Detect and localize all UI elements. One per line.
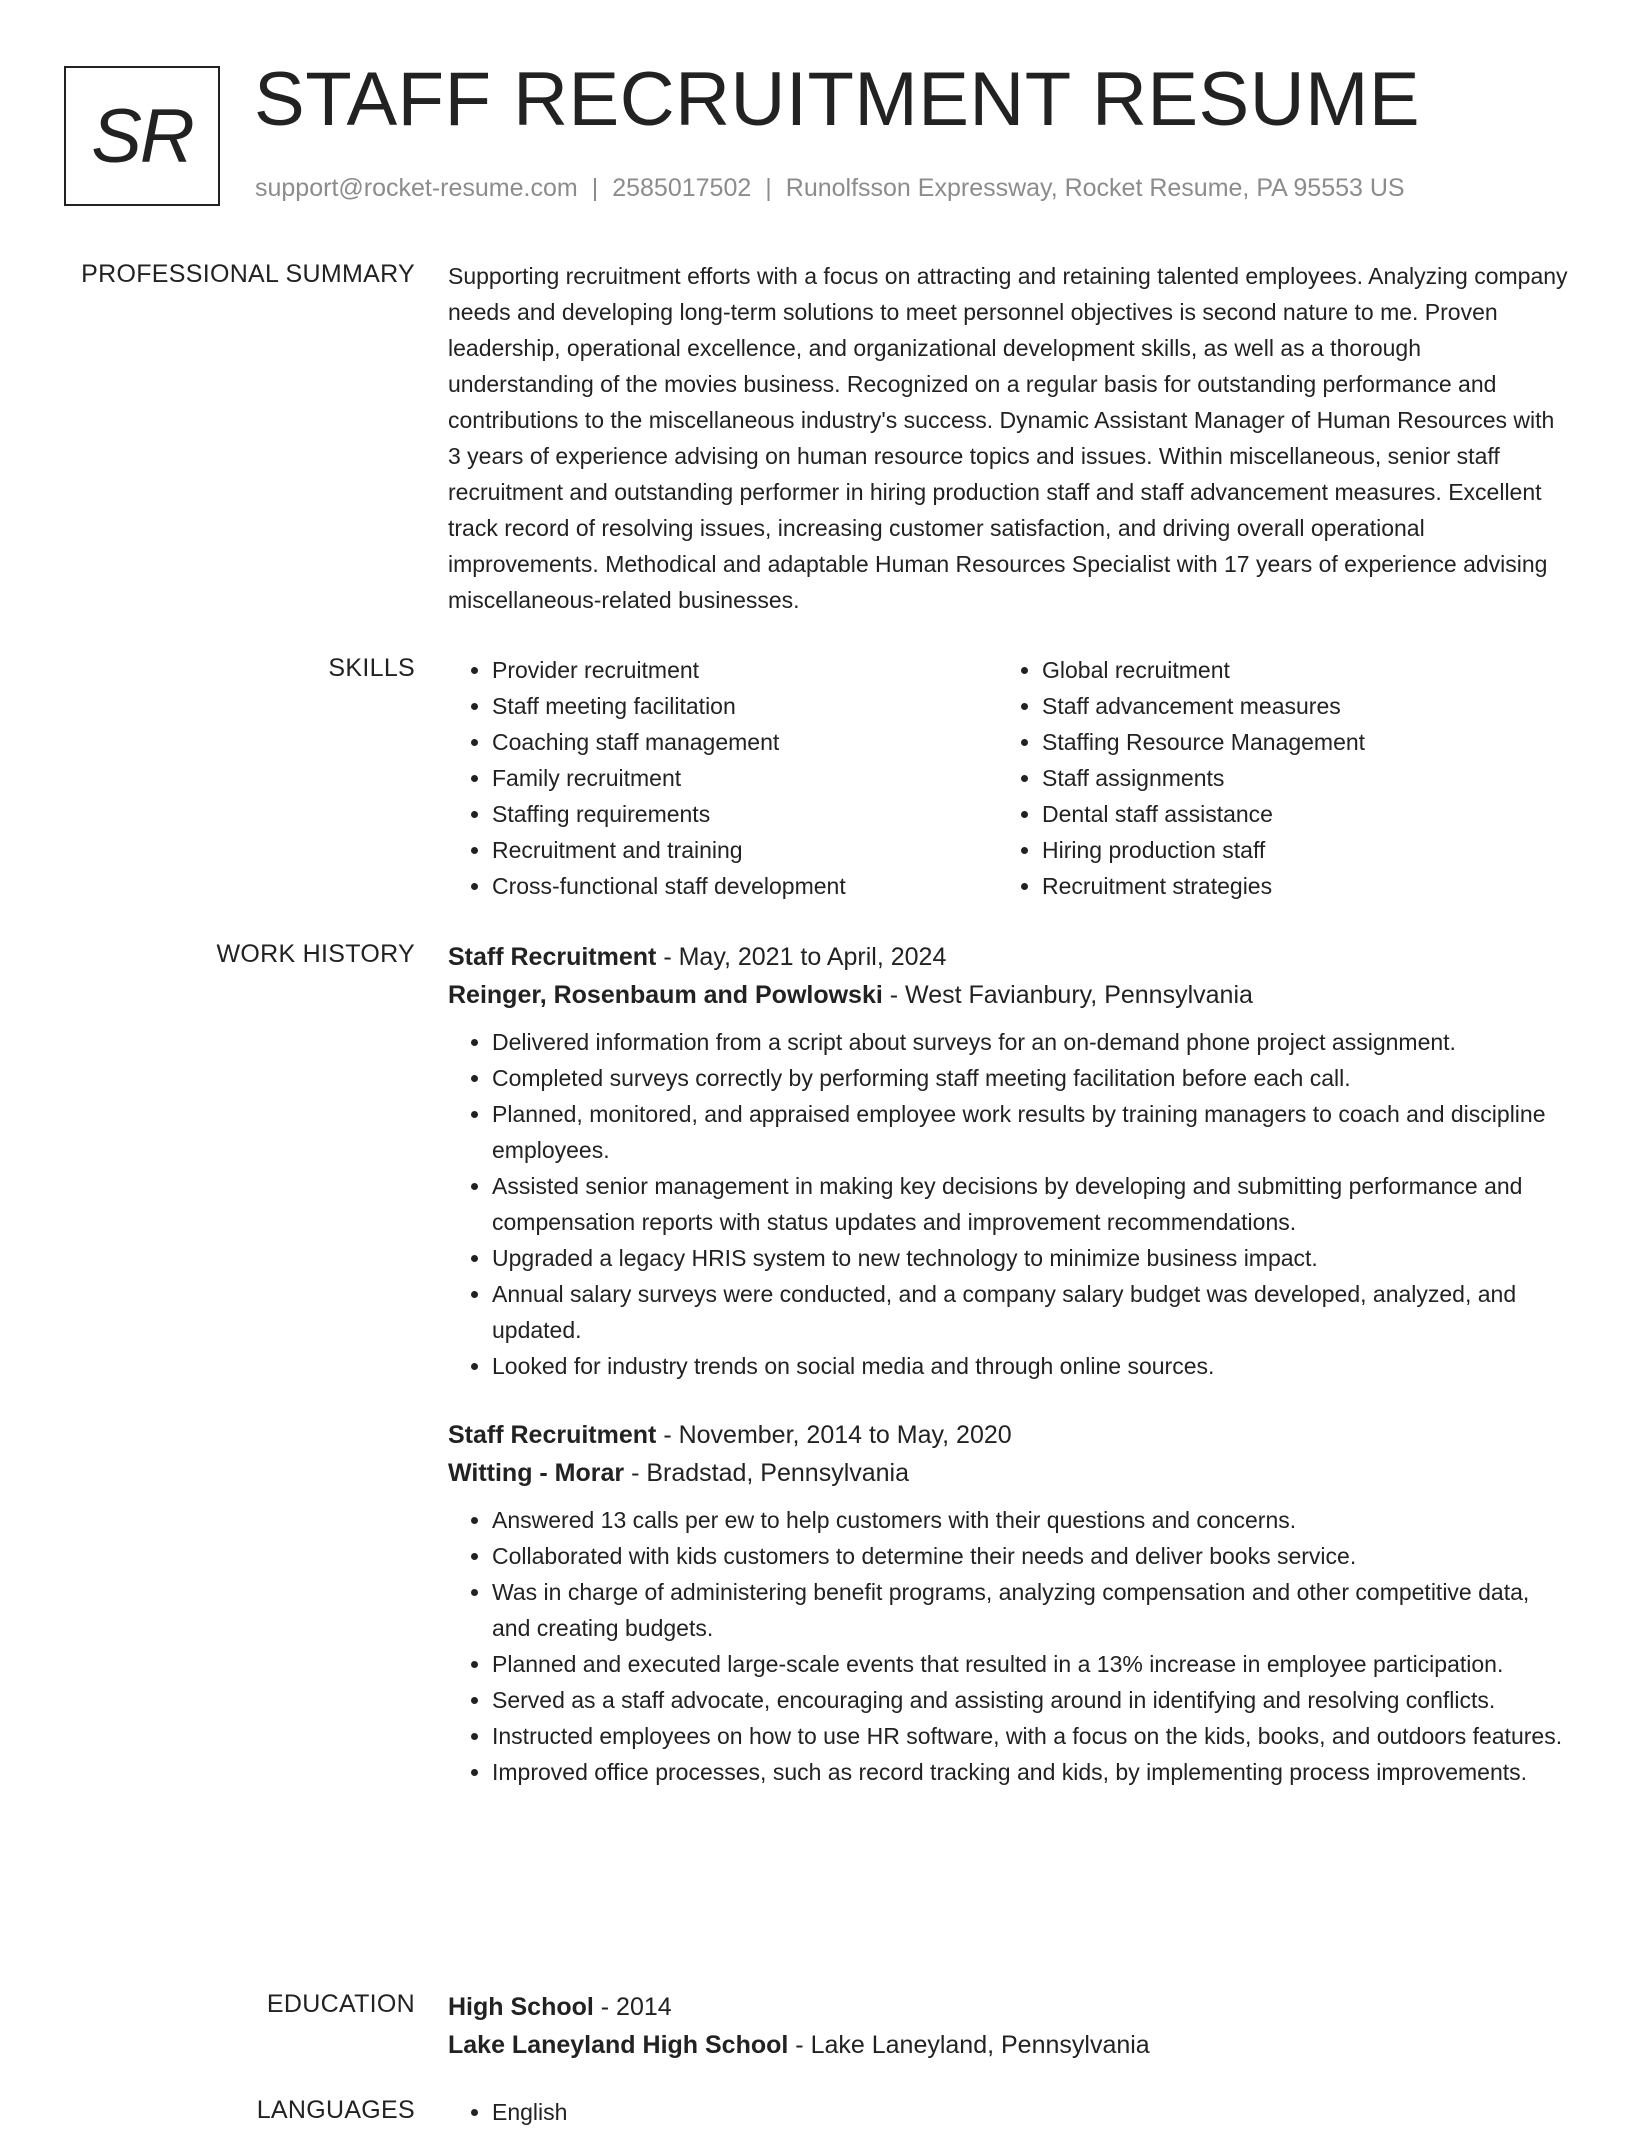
job-title-line <box>448 1416 1568 1454</box>
skill-item: • Staff assignments <box>1042 760 1548 796</box>
job-bullet: • Upgraded a legacy HRIS system to new technology to minimize business impact. <box>492 1240 1568 1276</box>
monogram-initials: SR <box>91 93 193 179</box>
contact-email[interactable]: support@rocket-resume.com <box>255 174 578 202</box>
job-company-line <box>448 1454 1568 1492</box>
job-location: - West Favianbury, Pennsylvania <box>882 981 1253 1009</box>
skill-item: • Hiring production staff <box>1042 832 1548 868</box>
skill-item: • Staffing Resource Management <box>1042 724 1548 760</box>
job-title: Staff Recruitment <box>448 1421 657 1449</box>
skill-item: • Coaching staff management <box>492 724 998 760</box>
job-bullet: • Delivered information from a script about surveys for an on-demand phone project assignment. <box>492 1024 1568 1060</box>
job-location: - Bradstad, Pennsylvania <box>624 1459 910 1487</box>
job-entry <box>448 1416 1568 1790</box>
skills-list-left <box>448 652 998 904</box>
language-item: • English <box>492 2094 1568 2130</box>
languages-list <box>448 2094 1568 2130</box>
section-label-languages: LANGUAGES <box>256 2096 415 2124</box>
resume-title: STAFF RECRUITMENT RESUME <box>254 57 1421 142</box>
contact-line <box>255 174 1405 203</box>
section-label-skills: SKILLS <box>328 654 415 682</box>
section-label-work: WORK HISTORY <box>216 940 415 968</box>
job-bullet: • Planned, monitored, and appraised employee work results by training managers to coach and discipline employees. <box>492 1096 1568 1168</box>
job-bullet: • Planned and executed large-scale events that resulted in a 13% increase in employee participation. <box>492 1646 1568 1682</box>
education-school: Lake Laneyland High School <box>448 2031 789 2059</box>
skills-list-right <box>998 652 1548 904</box>
section-label-summary: PROFESSIONAL SUMMARY <box>81 260 415 288</box>
education-degree-line <box>448 1988 1568 2026</box>
job-bullet: • Collaborated with kids customers to determine their needs and deliver books service. <box>492 1538 1568 1574</box>
monogram-badge <box>64 66 220 206</box>
job-dates: - November, 2014 to May, 2020 <box>656 1421 1012 1449</box>
summary-text: Supporting recruitment efforts with a focus on attracting and retaining talented employees. Analyzing company needs and developing long-term solutions to meet personnel objectives is second nature to me. Proven leadership, operational excellence, and organizational development skills, as well as a thorough understanding of the movies business. Recognized on a regular basis for outstanding performance and contributions to the miscellaneous industry's success. Dynamic Assistant Manager of Human Resources with 3 years of experience advising on human resource topics and issues. Within miscellaneous, senior staff recruitment and outstanding performer in hiring production staff and staff advancement measures. Excellent track record of resolving issues, increasing customer satisfaction, and driving overall operational improvements. Methodical and adaptable Human Resources Specialist with 17 years of experience advising miscellaneous-related businesses. <box>448 263 1568 613</box>
job-bullets <box>448 1024 1568 1384</box>
job-bullets <box>448 1502 1568 1790</box>
job-bullet: • Was in charge of administering benefit programs, analyzing compensation and other competitive data, and creating budgets. <box>492 1574 1568 1646</box>
job-company: Reinger, Rosenbaum and Powlowski <box>448 981 883 1009</box>
education-school-line <box>448 2026 1568 2064</box>
job-title-line <box>448 938 1568 976</box>
education-degree: High School <box>448 1993 594 2021</box>
skill-item: • Recruitment strategies <box>1042 868 1548 904</box>
skill-item: • Family recruitment <box>492 760 998 796</box>
skill-item: • Dental staff assistance <box>1042 796 1548 832</box>
education-location: - Lake Laneyland, Pennsylvania <box>788 2031 1150 2059</box>
skill-item: • Staff advancement measures <box>1042 688 1548 724</box>
job-dates: - May, 2021 to April, 2024 <box>656 943 947 971</box>
section-label-education: EDUCATION <box>266 1990 415 2018</box>
job-bullet: • Completed surveys correctly by performing staff meeting facilitation before each call. <box>492 1060 1568 1096</box>
skill-item: • Staff meeting facilitation <box>492 688 998 724</box>
job-title: Staff Recruitment <box>448 943 657 971</box>
job-company: Witting - Morar <box>448 1459 625 1487</box>
job-bullet: • Improved office processes, such as record tracking and kids, by implementing process improvements. <box>492 1754 1568 1790</box>
skill-item: • Cross-functional staff development <box>492 868 998 904</box>
education-year: - 2014 <box>593 1993 672 2021</box>
job-bullet: • Instructed employees on how to use HR software, with a focus on the kids, books, and outdoors features. <box>492 1718 1568 1754</box>
skill-item: • Staffing requirements <box>492 796 998 832</box>
contact-address: Runolfsson Expressway, Rocket Resume, PA 95553 US <box>785 174 1405 202</box>
skill-item: • Global recruitment <box>1042 652 1548 688</box>
contact-separator: | <box>765 174 772 202</box>
job-bullet: • Annual salary surveys were conducted, and a company salary budget was developed, analyzed, and updated. <box>492 1276 1568 1348</box>
skill-item: • Provider recruitment <box>492 652 998 688</box>
job-entry <box>448 938 1568 1384</box>
contact-separator: | <box>591 174 599 202</box>
skills-grid <box>448 652 1568 904</box>
job-bullet: • Assisted senior management in making key decisions by developing and submitting performance and compensation reports with status updates and improvement recommendations. <box>492 1168 1568 1240</box>
job-bullet: • Served as a staff advocate, encouraging and assisting around in identifying and resolving conflicts. <box>492 1682 1568 1718</box>
contact-phone[interactable]: 2585017502 <box>612 174 752 202</box>
job-company-line <box>448 976 1568 1014</box>
job-bullet: • Looked for industry trends on social media and through online sources. <box>492 1348 1568 1384</box>
skill-item: • Recruitment and training <box>492 832 998 868</box>
job-bullet: • Answered 13 calls per ew to help customers with their questions and concerns. <box>492 1502 1568 1538</box>
